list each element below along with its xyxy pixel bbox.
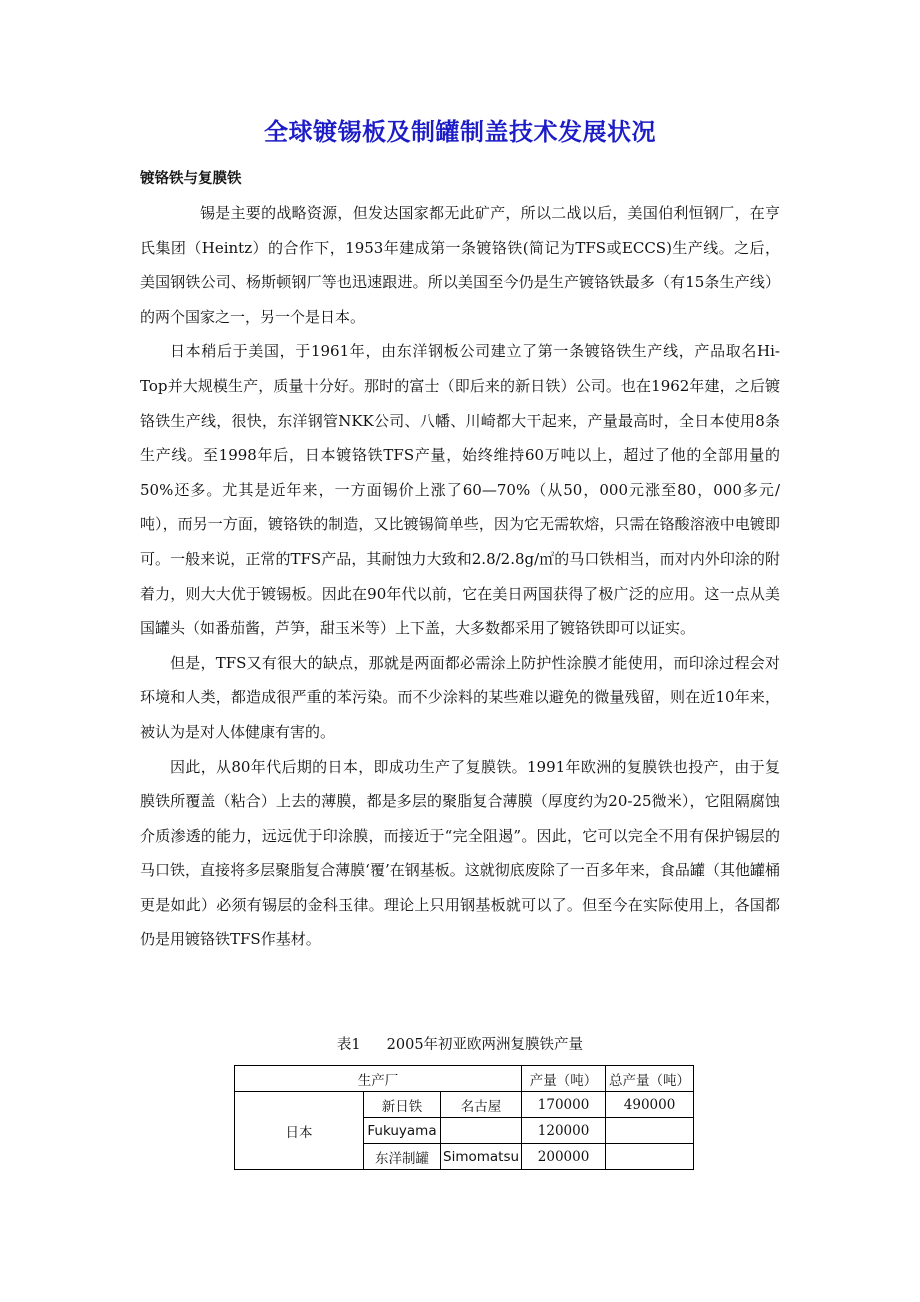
company-cell: 东洋制罐: [364, 1144, 441, 1170]
plant-cell: Simomatsu: [441, 1144, 522, 1170]
paragraph: 日本稍后于美国，于1961年，由东洋钢板公司建立了第一条镀铬铁生产线，产品取名Hi-Top并大规模生产，质量十分好。那时的富士（即后来的新日铁）公司。也在1962年建，之后镀铬铁生产线，很快，东洋钢管NKK公司、八幡、川崎都大干起来，产量最高时，全日本使用8条生产线。至1998年后，日本镀铬铁TFS产量，始终维持60万吨以上，超过了他的全部用量的50%还多。尤其是近年来，一方面锡价上涨了60—70%（从50，000元涨至80，000多元/吨），而另一方面，镀铬铁的制造，又比镀锡简单些，因为它无需软熔，只需在铬酸溶液中电镀即可。一般来说，正常的TFS产品，其耐蚀力大致和2.8/2.8g/㎡的马口铁相当，而对内外印涂的附着力，则大大优于镀锡板。因此在90年代以前，它在美日两国获得了极广泛的应用。这一点从美国罐头（如番茄酱，芦笋，甜玉米等）上下盖，大多数都采用了镀铬铁即可以证实。: [140, 342, 780, 638]
plant-cell: [441, 1118, 522, 1144]
output-cell: 120000: [522, 1118, 606, 1144]
production-table: [234, 1065, 694, 1170]
company-cell: 新日铁: [364, 1092, 441, 1118]
plant-cell: 名古屋: [441, 1092, 522, 1118]
total-cell: [606, 1144, 694, 1170]
table-caption-label: 表1: [336, 1037, 361, 1053]
document-title: 全球镀锡板及制罐制盖技术发展状况: [264, 118, 656, 146]
table-caption: [0, 1033, 920, 1054]
paragraph: 锡是主要的战略资源，但发达国家都无此矿产，所以二战以后，美国伯利恒钢厂，在亨氏集团（Heintz）的合作下，1953年建成第一条镀铬铁(简记为TFS或ECCS)生产线。之后，美国钢铁公司、杨斯顿钢厂等也迅速跟进。所以美国至今仍是生产镀铬铁最多（有15条生产线）的两个国家之一，另一个是日本。: [140, 204, 780, 326]
header-producer: 生产厂: [235, 1066, 522, 1092]
header-total: 总产量（吨）: [606, 1066, 694, 1092]
paragraph: 但是，TFS又有很大的缺点，那就是两面都必需涂上防护性涂膜才能使用，而印涂过程会对环境和人类，都造成很严重的苯污染。而不少涂料的某些难以避免的微量残留，则在近10年来，被认为是对人体健康有害的。: [140, 653, 780, 741]
total-cell: [606, 1118, 694, 1144]
table-header-row: [235, 1066, 694, 1092]
paragraph: 因此，从80年代后期的日本，即成功生产了复膜铁。1991年欧洲的复膜铁也投产，由于复膜铁所覆盖（粘合）上去的薄膜，都是多层的聚脂复合薄膜（厚度约为20-25微米），它阻隔腐蚀介质渗透的能力，远远优于印涂膜，而接近于“完全阻遏”。因此，它可以完全不用有保护锡层的马口铁，直接将多层聚脂复合薄膜‘覆’在钢基板。这就彻底废除了一百多年来，食品罐（其他罐桶更是如此）必须有锡层的金科玉律。理论上只用钢基板就可以了。但至今在实际使用上，各国都仍是用镀铬铁TFS作基材。: [140, 757, 780, 949]
section-heading: 镀铬铁与复膜铁: [140, 171, 242, 187]
table-row: [235, 1092, 694, 1118]
table-caption-text: 2005年初亚欧两洲复膜铁产量: [386, 1037, 584, 1053]
document-body: [140, 196, 780, 957]
country-cell: 日本: [235, 1092, 364, 1170]
total-cell: 490000: [606, 1092, 694, 1118]
output-cell: 170000: [522, 1092, 606, 1118]
company-cell: Fukuyama: [364, 1118, 441, 1144]
header-output: 产量（吨）: [522, 1066, 606, 1092]
output-cell: 200000: [522, 1144, 606, 1170]
